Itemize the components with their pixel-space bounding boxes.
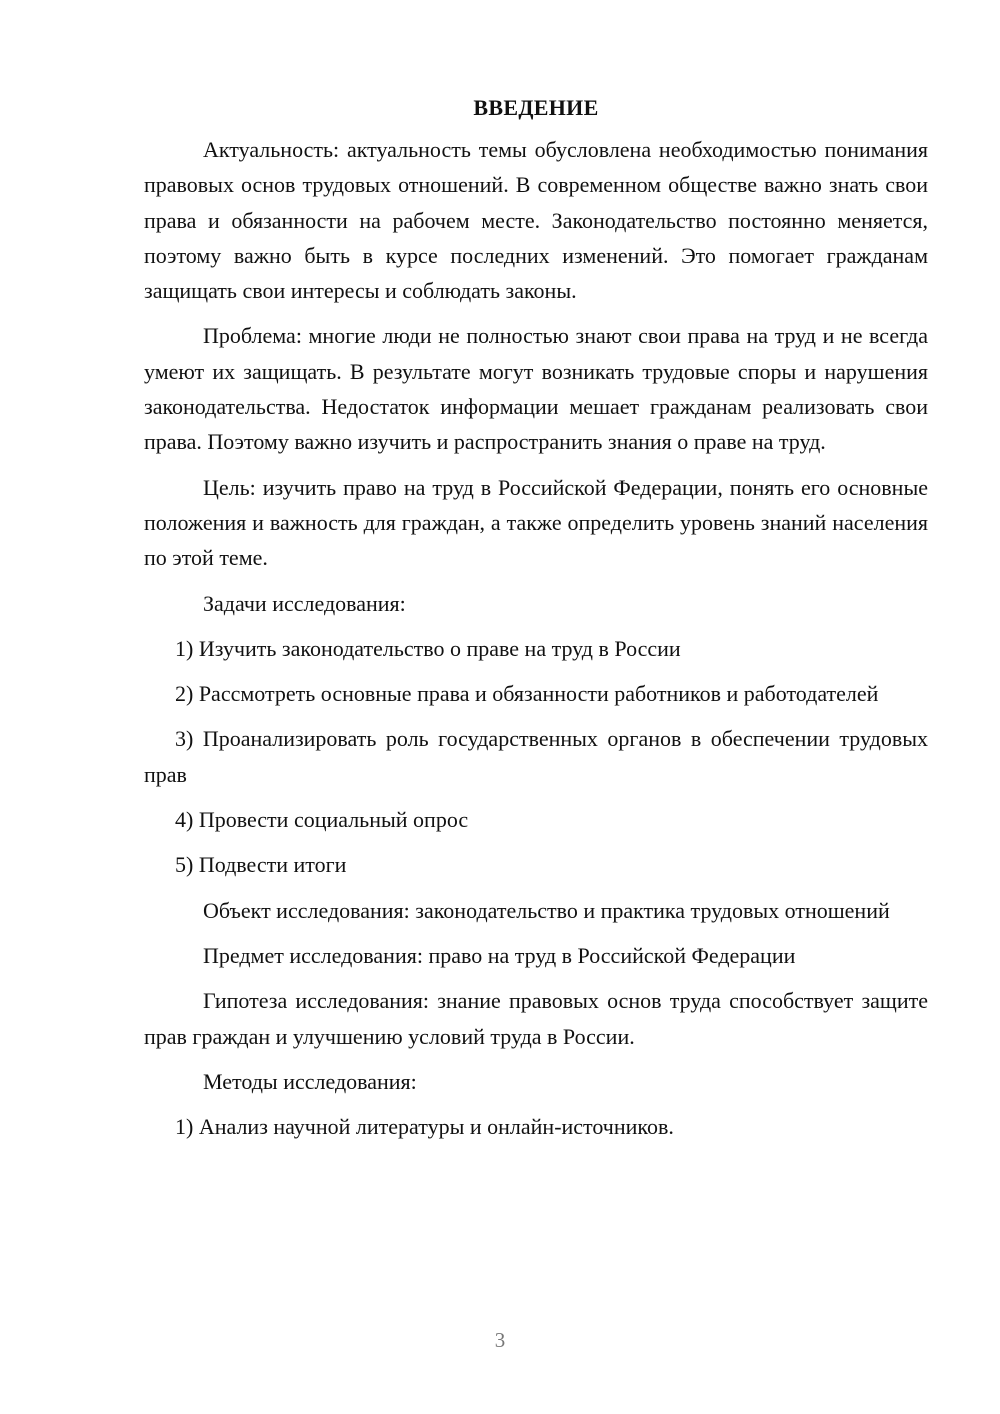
paragraph-hypothesis: Гипотеза исследования: знание правовых основ труда способствует защите прав граждан и улучшению условий труда в России. (144, 988, 928, 1049)
task-item-3: 3) Проанализировать роль государственных органов в обеспечении трудовых прав (144, 726, 928, 787)
task-item-4: 4) Провести социальный опрос (175, 807, 469, 833)
paragraph-goal: Цель: изучить право на труд в Российской Федерации, понять его основные положения и важность для граждан, а также определить уровень знаний населения по этой теме. (144, 474, 928, 571)
task-item-5: 5) Подвести итоги (175, 852, 347, 878)
paragraph-object: Объект исследования: законодательство и практика трудовых отношений (203, 897, 890, 923)
paragraph-subject: Предмет исследования: право на труд в Российской Федерации (203, 942, 796, 968)
section-title: ВВЕДЕНИЕ (473, 95, 599, 120)
paragraph-problem: Проблема: многие люди не полностью знают свои права на труд и не всегда умеют их защищать. В результате могут возникать трудовые споры и нарушения законодательства. Недостаток информации мешает гражданам реализовать свои права. Поэтому важно изучить и распространить знания о праве на труд. (144, 323, 928, 455)
page-number: 3 (494, 1328, 506, 1352)
paragraph-methods-heading: Методы исследования: (203, 1068, 417, 1094)
method-item-1: 1) Анализ научной литературы и онлайн-источников. (175, 1114, 674, 1140)
paragraph-tasks-heading: Задачи исследования: (203, 590, 406, 616)
page-content (144, 90, 928, 1154)
task-item-1: 1) Изучить законодательство о праве на труд в России (175, 635, 681, 661)
task-item-2: 2) Рассмотреть основные права и обязанности работников и работодателей (175, 681, 879, 707)
paragraph-relevance: Актуальность: актуальность темы обусловлена необходимостью понимания правовых основ трудовых отношений. В современном обществе важно знать свои права и обязанности на рабочем месте. Законодательство постоянно меняется, поэтому важно быть в курсе последних изменений. Это помогает гражданам защищать свои интересы и соблюдать законы. (144, 137, 928, 304)
